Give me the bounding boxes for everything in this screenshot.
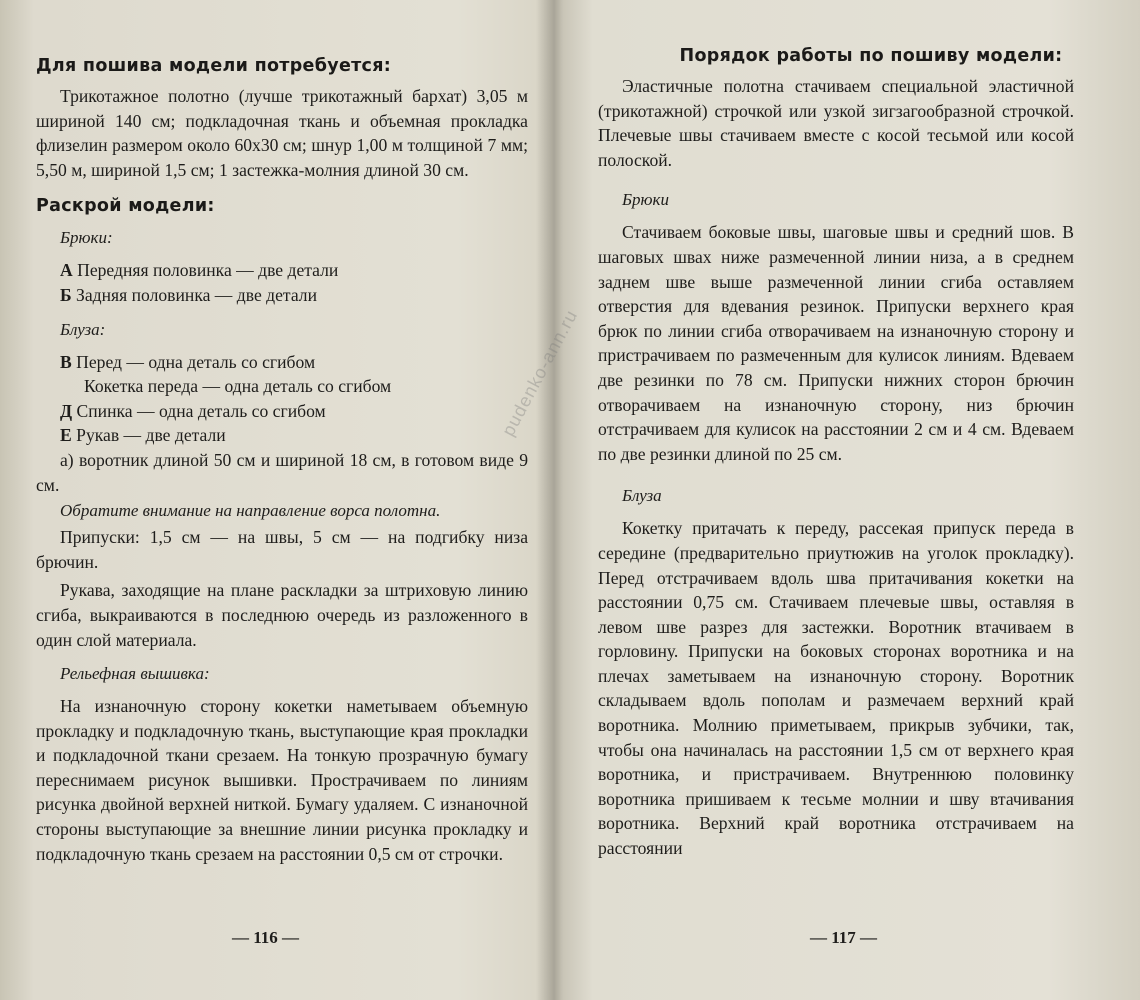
collar-text: а) воротник длиной 50 см и шириной 18 см, в готовом виде 9 см.	[36, 449, 528, 495]
trousers-text: Стачиваем боковые швы, шаговые швы и средний шов. В шаговых швах ниже размеченной линии низа, а в среднем заднем шве выше размеченной линии сгиба оставляем отверстия для вдевания резинок. Припуски верхнего края брюк по линии сгиба отворачиваем на изнаночную сторону и пристрачиваем по размеченным для кулисок линиям. Вдеваем две резинки по 78 см. Припуски нижних сторон брючин отворачиваем на изнаночную сторону, низ брючин отстрачиваем для кулисок на расстоянии 2 см и 4 см. Вдеваем по две резинки длиной по 25 см.	[598, 222, 1074, 464]
trousers-label: Брюки:	[60, 228, 113, 248]
blouse-label: Блуза:	[60, 319, 106, 339]
cutting-heading: Раскрой модели:	[36, 196, 215, 217]
intro-text: Эластичные полотна стачиваем специальной эластичной (трикотажной) строчкой или узкой зигзагообразной строчкой. Плечевые швы стачиваем вместе с косой тесьмой или косой полоской.	[598, 76, 1074, 170]
procedure-heading: Порядок работы по пошиву модели:	[679, 46, 1063, 66]
materials-heading: Для пошива модели потребуется:	[36, 56, 392, 76]
sleeves-text: Рукава, заходящие на плане раскладки за штриховую линию сгиба, выкраиваются в последнюю очередь из разложенного в один слой материала.	[36, 580, 528, 650]
embroidery-text: На изнаночную сторону кокетки наметываем объемную прокладку и подкладочную ткань, выступающие края прокладки и подкладочной ткани срезаем. На тонкую прозрачную бумагу переснимаем рисунок вышивки. Прострачиваем по линиям рисунка двойной верхней ниткой. Бумагу удаляем. С изнаночной стороны выступающие за внешние линии рисунка прокладку и подкладочную ткань срезаем на расстоянии 0,5 см от строчки.	[36, 696, 528, 864]
page-number: — 117 —	[810, 928, 878, 947]
embroidery-label: Рельефная вышивка:	[60, 664, 210, 684]
allowances-text: Припуски: 1,5 см — на швы, 5 см — на подгибку низа брючин.	[36, 527, 528, 572]
right-page	[560, 0, 1140, 1000]
nap-note: Обратите внимание на направление ворса полотна.	[60, 501, 441, 521]
trousers-label: Брюки	[622, 190, 669, 210]
materials-text: Трикотажное полотно (лучше трикотажный бархат) 3,05 м шириной 140 см; подкладочная ткань и объемная прокладка флизелин размером около 60х30 см; шнур 1,00 м толщиной 7 мм; 5,50 м, шириной 1,5 см; 1 застежка-молния длиной 30 см.	[36, 86, 528, 180]
list-item: В Перед — одна деталь со сгибом	[60, 351, 316, 372]
left-page	[0, 0, 552, 1000]
page-number: — 116 —	[232, 928, 300, 947]
list-item: Кокетка переда — одна деталь со сгибом	[84, 376, 392, 397]
watermark: pudenko-ann.ru	[498, 306, 582, 440]
blouse-label: Блуза	[622, 486, 662, 506]
list-item: А Передняя половинка — две детали	[60, 260, 339, 281]
list-item: Д Спинка — одна деталь со сгибом	[60, 400, 326, 421]
list-item: Б Задняя половинка — две детали	[60, 284, 317, 305]
list-item: Е Рукав — две детали	[60, 425, 226, 446]
blouse-text: Кокетку притачать к переду, рассекая припуск переда в середине (предварительно приутюжив на уголок прокладку). Перед отстрачиваем вдоль шва притачивания кокетки на расстоянии 0,75 см. Стачиваем плечевые швы, оставляя в левом шве разрез для застежки. Воротник втачиваем в горловину. Припуски на боковых сторонах воротника и на плечах заметываем на изнаночную сторону. Воротник складываем вдоль пополам и размечаем верхний край воротника. Молнию приметываем, прикрыв зубчики, так, чтобы она начиналась на расстоянии 1,5 см от верхнего края воротника, и пристрачиваем. Внутреннюю половинку воротника пришиваем к тесьме молнии и шву втачивания воротника. Верхний край воротника отстрачиваем на расстоянии	[598, 518, 1074, 859]
